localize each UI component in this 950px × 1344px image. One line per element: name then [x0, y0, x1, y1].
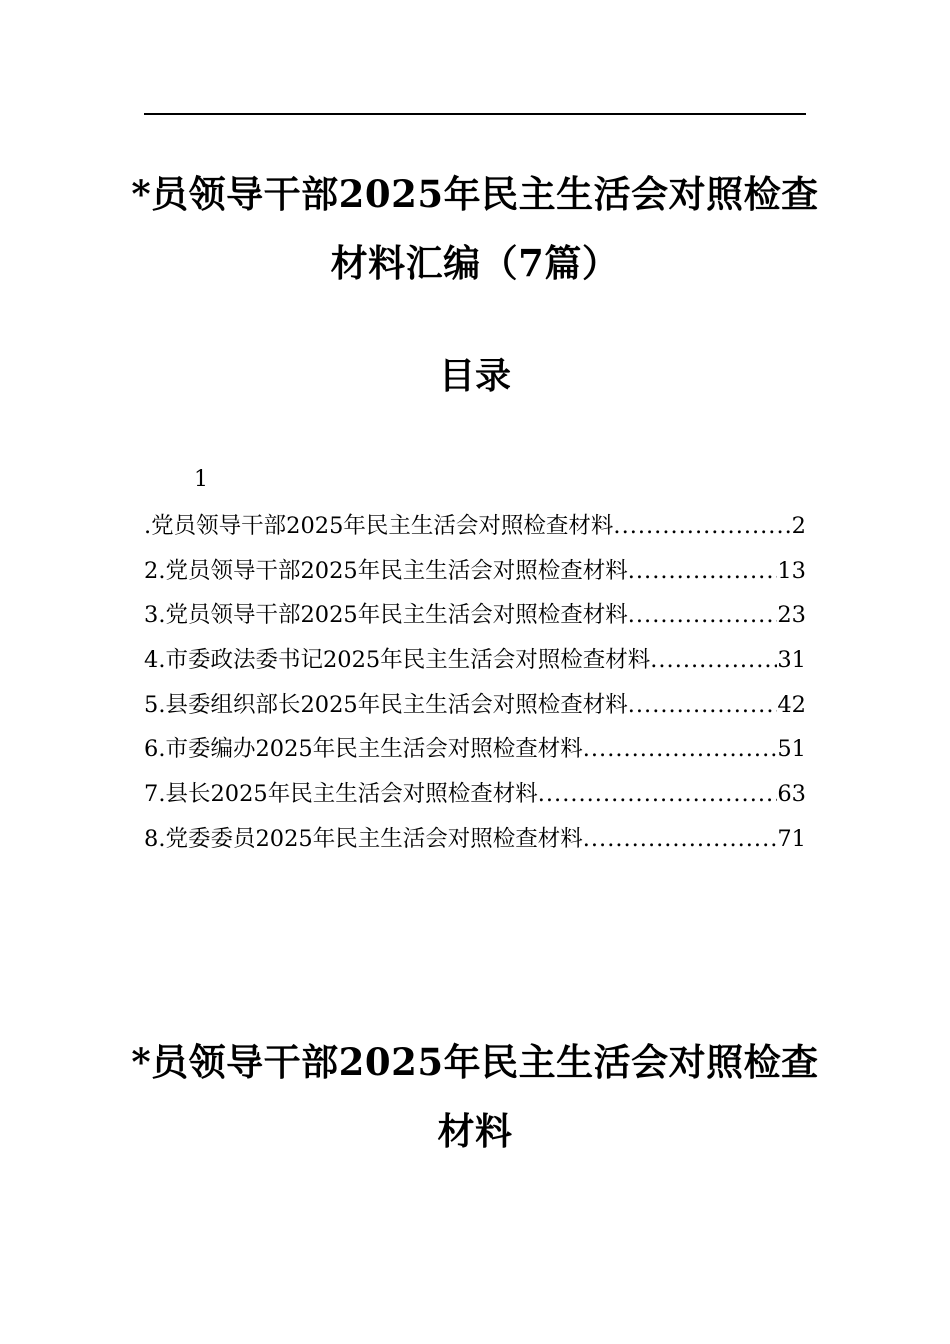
toc-entry-page: 63 [777, 781, 806, 808]
toc-entry-label: 3.党员领导干部2025年民主生活会对照检查材料 [144, 602, 628, 629]
document-title-line-1: *员领导干部2025年民主生活会对照检查 [131, 172, 819, 216]
toc-entry-3[interactable] [144, 597, 806, 642]
toc-entry-page: 2 [791, 513, 806, 539]
toc-entry-8[interactable] [144, 821, 806, 866]
document-title-line-2: 材料汇编（7篇） [330, 241, 620, 285]
toc-entry-page: 23 [777, 602, 806, 629]
toc-dot-leader [583, 821, 778, 857]
toc-dot-leader [613, 508, 791, 544]
section-title [130, 1028, 820, 1166]
toc-entry-label: 5.县委组织部长2025年民主生活会对照检查材料 [144, 691, 628, 718]
document-title [130, 160, 820, 298]
toc-entry-4[interactable] [144, 642, 806, 687]
toc-entry-page: 42 [777, 691, 806, 718]
toc-entry-page: 51 [777, 736, 806, 763]
toc-dot-leader [628, 597, 778, 633]
toc-entry-page: 13 [777, 557, 806, 584]
toc-entry-1[interactable] [144, 508, 806, 553]
toc-entry-label: 8.党委委员2025年民主生活会对照检查材料 [144, 825, 583, 852]
toc-entry-page: 71 [777, 825, 806, 852]
toc-dot-leader [628, 687, 778, 723]
toc-entry-2[interactable] [144, 553, 806, 598]
toc-dot-leader [628, 553, 778, 589]
toc-entry-5[interactable] [144, 687, 806, 732]
toc-heading: 目录 [438, 355, 511, 397]
toc-entry-label: 6.市委编办2025年民主生活会对照检查材料 [144, 736, 583, 763]
toc-dot-leader [538, 776, 778, 812]
toc-entry-6[interactable] [144, 731, 806, 776]
toc-dot-leader [650, 642, 777, 678]
section-title-line-1: *员领导干部2025年民主生活会对照检查 [131, 1040, 819, 1084]
toc-entry-label: 2.党员领导干部2025年民主生活会对照检查材料 [144, 557, 628, 584]
toc-stray-number: 1 [194, 467, 208, 492]
toc-entry-label: .党员领导干部2025年民主生活会对照检查材料 [144, 513, 614, 539]
table-of-contents [144, 508, 806, 866]
section-title-line-2: 材料 [437, 1109, 513, 1153]
toc-entry-page: 31 [777, 647, 806, 674]
toc-entry-label: 7.县长2025年民主生活会对照检查材料 [144, 781, 538, 808]
header-rule [144, 113, 806, 115]
toc-entry-7[interactable] [144, 776, 806, 821]
toc-dot-leader [583, 731, 778, 767]
toc-entry-label: 4.市委政法委书记2025年民主生活会对照检查材料 [144, 647, 651, 674]
